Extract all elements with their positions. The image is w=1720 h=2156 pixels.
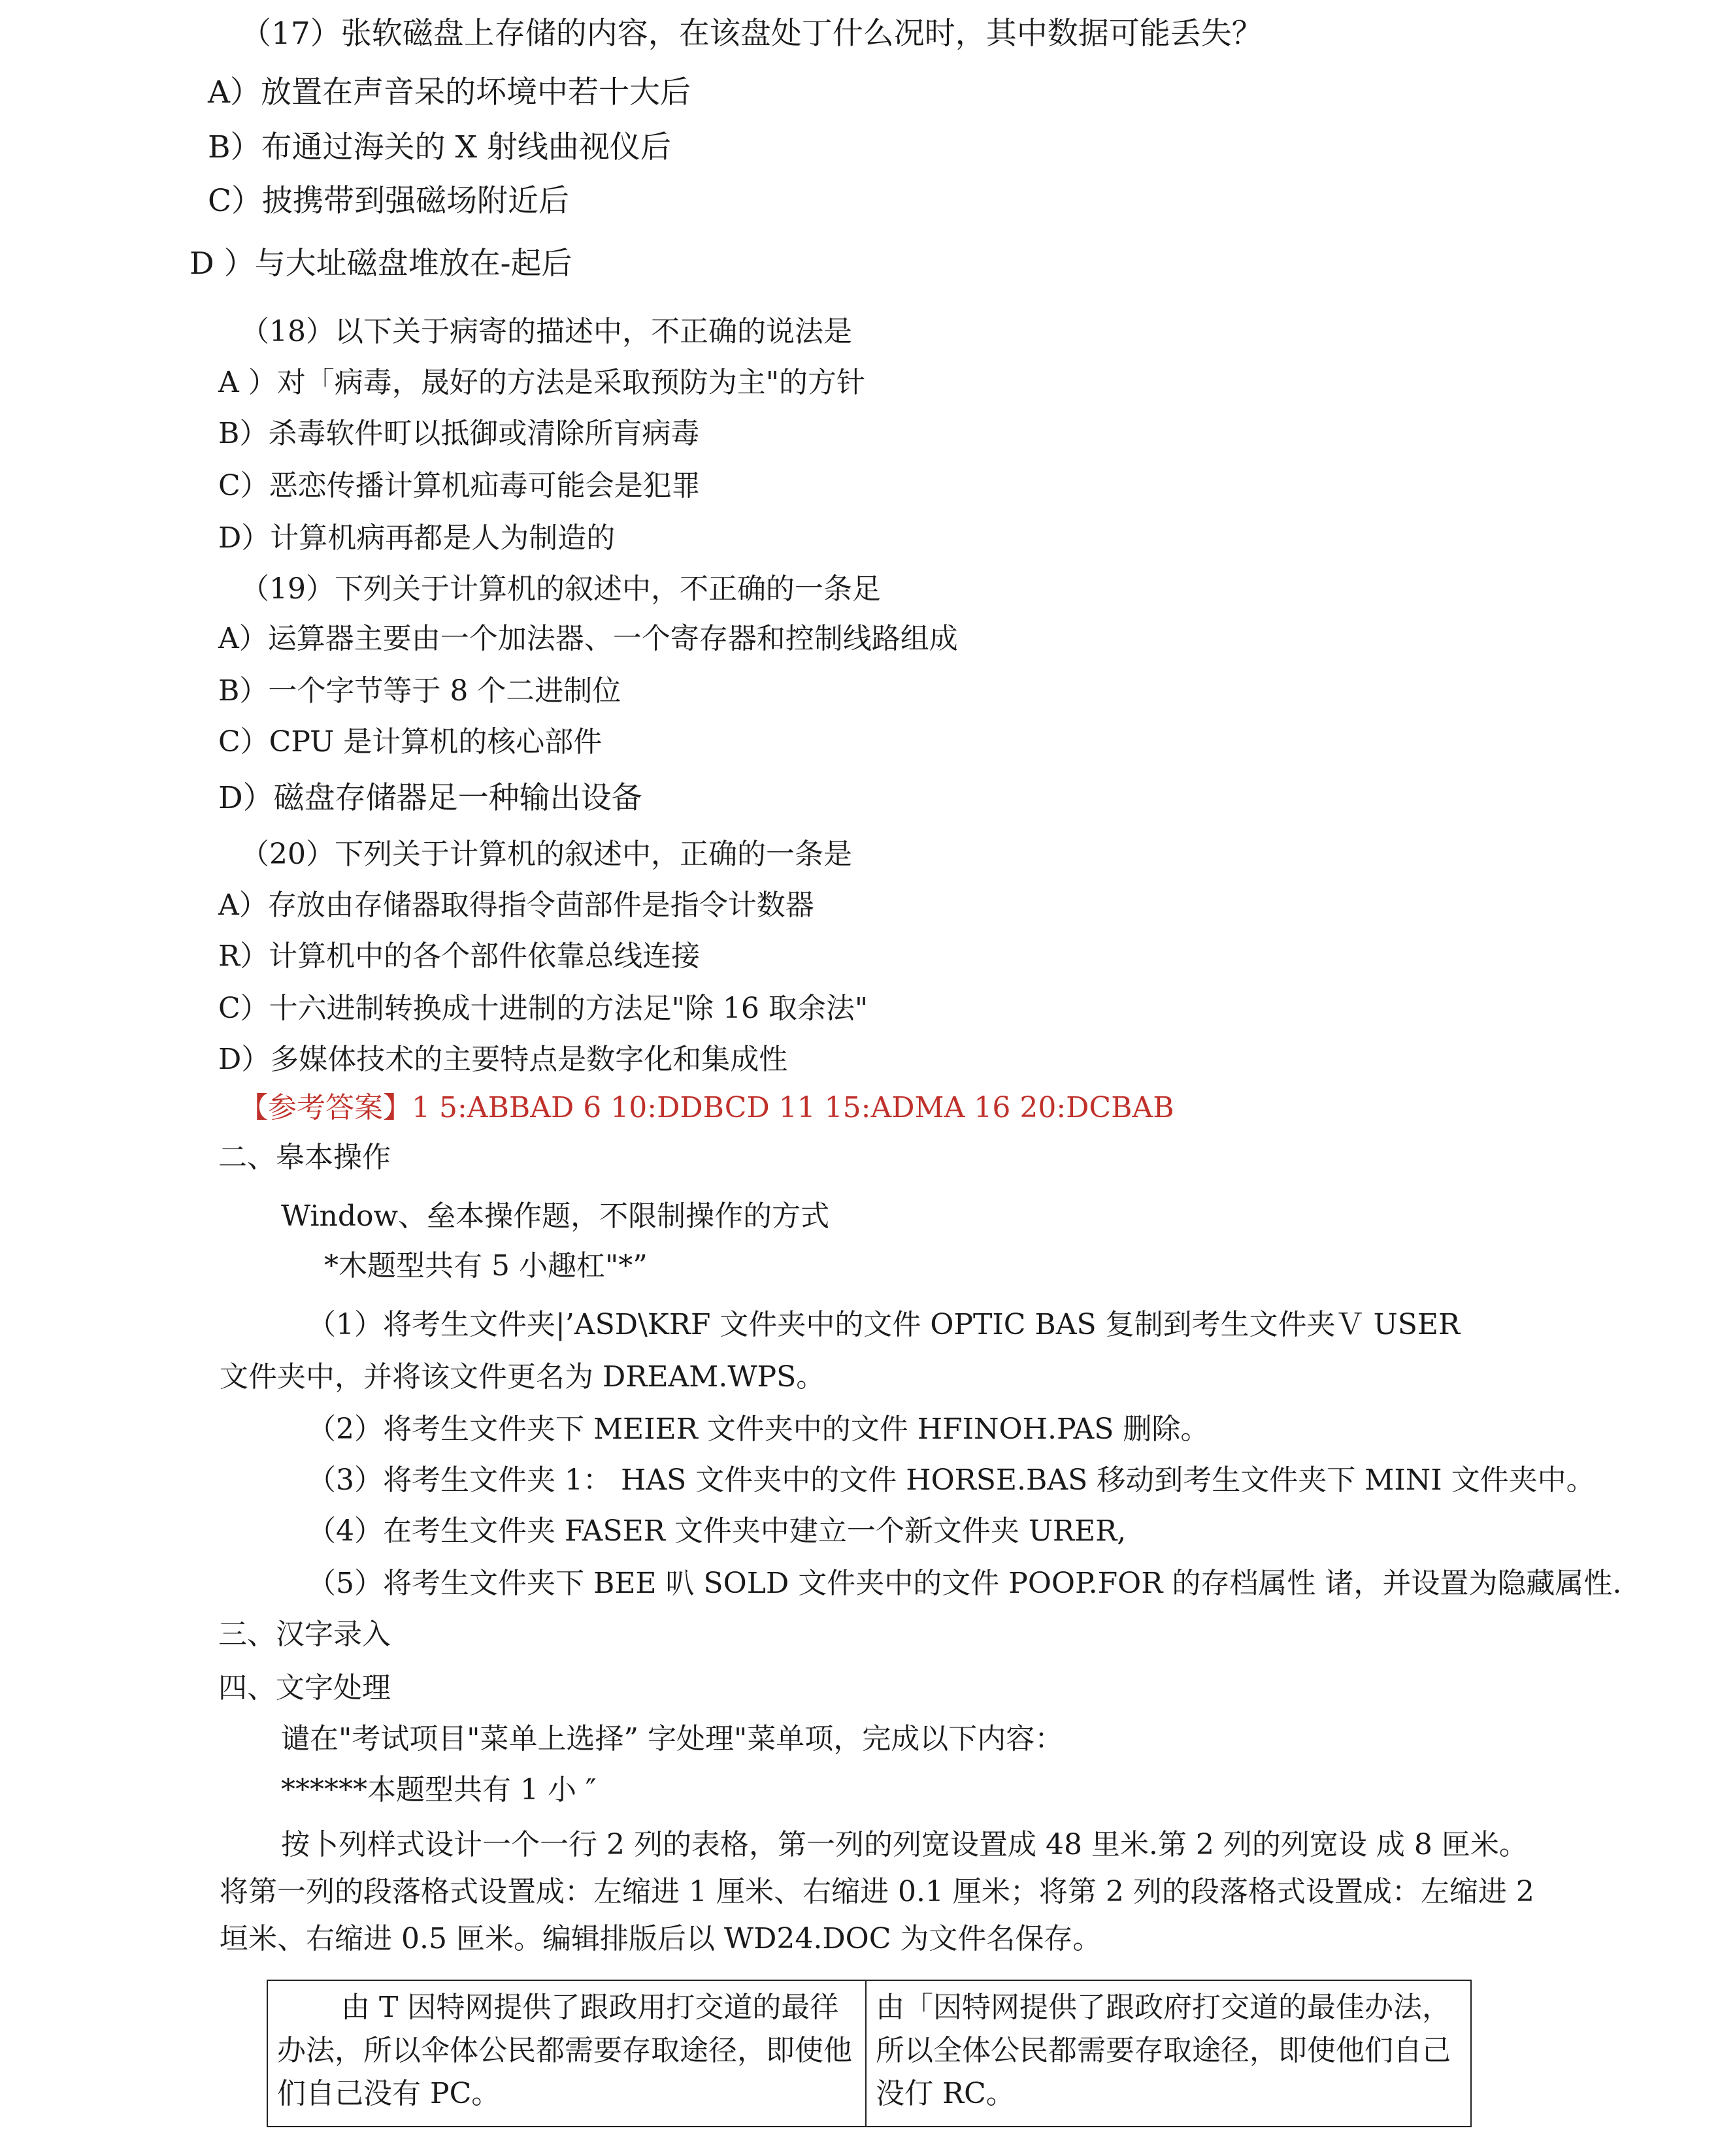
q19-option-d: D）磁盘存储器足一种输出设备 [218,780,642,816]
section4-para-line1: 按卜列样式设计一个一行 2 列的表格，第一列的列宽设置成 48 里米.第 2 列的列宽设 成 8 匣米。 [281,1828,1528,1861]
q20-option-d: D）多媒体技术的主要特点是数字化和集成性 [218,1043,788,1076]
section2-item3: （3）将考生文件夹 1： HAS 文件夹中的文件 HORSE.BAS 移动到考生文件夹下 MINI 文件夹中。 [307,1463,1595,1497]
q17-option-d: D ）与大址磁盘堆放在-起后 [190,246,572,282]
section2-title: 二、皋本操作 [218,1141,391,1174]
q18-stem: （18）以下关于病寄的描述中，不正确的说法是 [240,315,852,348]
q19-stem: （19）下列关于计算机的叙述中，不正确的一条足 [240,572,881,606]
sample-table [267,1980,1472,2127]
answer-key [239,1091,1174,1124]
q20-option-b: R）计算机中的各个部件依靠总线连接 [218,939,701,973]
section2-item1-line1: （1）将考生文件夹|’ASD\KRF 文件夹中的文件 OPTIC BAS 复制到考生文件夹Ｖ USER [307,1308,1461,1341]
q17-option-c: C）披携带到强磁场附近后 [208,183,569,219]
section4-intro: 谴在"考试项目"菜单上选择” 字处理"菜单项，完成以下内容： [281,1722,1064,1756]
section2-intro: Window、垒本操作题，不限制操作的方式 [281,1200,830,1233]
q18-option-c: C）恶恋传播计算机疝毒可能会是犯罪 [218,469,701,502]
section2-item1-line2: 文件夹中，并将该文件更名为 DREAM.WPS。 [220,1360,825,1394]
q17-option-b: B）布通过海关的 X 射线曲视仪后 [208,129,671,165]
q18-option-a: A ）对「病毒，晟好的方法是采取预防为主"的方针 [218,366,865,399]
section2-item5: （5）将考生文件夹下 BEE 叭 SOLD 文件夹中的文件 POOP.FOR 的存档属性 诸，并设置为隐藏属性. [307,1567,1622,1600]
section4-para-line3: 垣米、右缩进 0.5 匣米。编辑排版后以 WD24.DOC 为文件名保存。 [220,1922,1102,1955]
q19-option-c: C）CPU 是计算机的核心部件 [218,725,603,759]
q20-option-a: A）存放由存储器取得指令茴部件是指令计数器 [218,889,814,922]
section4-note: ******本题型共有 1 小 ″ [281,1773,597,1806]
q19-option-b: B）一个字节等于 8 个二进制位 [218,674,621,708]
table-row [267,1980,1471,2127]
section2-item4: （4）在考生文件夹 FASER 文件夹中建立一个新文件夹 URER, [307,1514,1127,1548]
q20-option-c: C）十六进制转换成十进制的方法足"除 16 取余法" [218,992,868,1025]
section4-title: 四、文字处理 [218,1671,391,1705]
q18-option-b: B）杀毒软件町以抵御或清除所肓病毒 [218,417,700,450]
answer-key-label: 【参考答案】 [239,1091,412,1124]
table-cell-right: 由「因特网提供了跟政府打交道的最佳办法，所以全体公民都需要存取途径，即使他们自己没仃 RC。 [866,1980,1471,2127]
q17-option-a: A）放置在声音呆的坏境中若十大后 [208,74,691,110]
q20-stem: （20）下列关于计算机的叙述中，正确的一条是 [240,838,852,871]
section2-item2: （2）将考生文件夹下 MEIER 文件夹中的文件 HFINOH.PAS 删除。 [307,1413,1210,1446]
answer-key-text: 1 5:ABBAD 6 10:DDBCD 11 15:ADMA 16 20:DCBAB [412,1091,1174,1124]
section3-title: 三、汉字录入 [218,1618,391,1651]
section4-para-line2: 将第一列的段落格式设置成：左缩进 1 厘米、右缩进 0.1 厘米；将第 2 列的段落格式设置成：左缩进 2 [220,1875,1534,1908]
q17-stem: （17）张软磁盘上存储的内容，在该盘处丁什么况时，其中数据可能丢失？ [240,16,1263,52]
section2-note: *木题型共有 5 小趣杠"*” [324,1249,648,1282]
q19-option-a: A）运算器主要由一个加法器、一个寄存器和控制线路组成 [218,622,958,655]
q18-option-d: D）计算机病再都是人为制造的 [218,521,616,555]
table-cell-left: 由 T 因特网提供了跟政用打交道的最徉办法，所以伞体公民都需要存取途径，即使他们自己没有 PC。 [267,1980,866,2127]
